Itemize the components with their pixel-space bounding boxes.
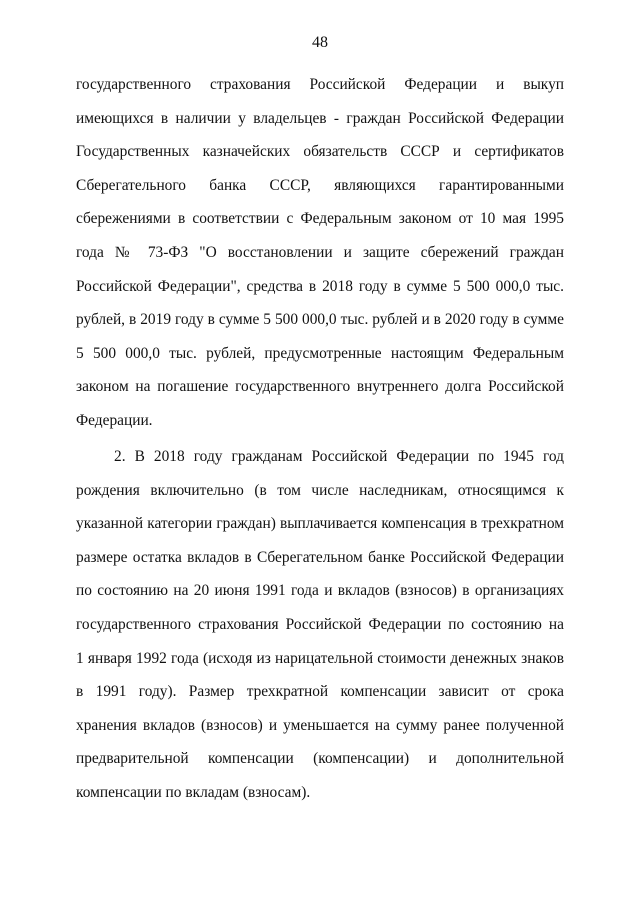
text-line: размере остатка вкладов в Сберегательном банке Российской Федерации: [76, 548, 564, 566]
text-line: компенсации по вкладам (взносам).: [76, 783, 311, 801]
text-line: рублей, в 2019 году в сумме 5 500 000,0 тыс. рублей и в 2020 году в сумме: [76, 311, 564, 329]
text-line: сбережениями в соответствии с Федеральным законом от 10 мая 1995: [76, 210, 564, 228]
text-line: государственного страхования Российской Федерации и выкуп: [76, 76, 564, 93]
text-line: 5 500 000,0 тыс. рублей, предусмотренные настоящим Федеральным: [76, 344, 564, 362]
paragraph-1: [76, 68, 564, 438]
text-line: Российской Федерации", средства в 2018 году в сумме 5 500 000,0 тыс.: [76, 277, 564, 295]
page-number: 48: [312, 34, 328, 51]
text-line: предварительной компенсации (компенсации) и дополнительной: [76, 750, 564, 768]
text-line: года № 73-ФЗ "О восстановлении и защите сбережений граждан: [76, 243, 564, 261]
text-line: государственного страхования Российской Федерации по состоянию на: [76, 615, 564, 633]
text-line: в 1991 году). Размер трехкратной компенсации зависит от срока: [76, 683, 564, 701]
text-line: Государственных казначейских обязательств СССР и сертификатов: [76, 143, 564, 161]
text-line: 2. В 2018 году гражданам Российской Федерации по 1945 год: [114, 448, 564, 465]
text-line: имеющихся в наличии у владельцев - граждан Российской Федерации: [76, 109, 564, 127]
text-line: по состоянию на 20 июня 1991 года и вкладов (взносов) в организациях: [76, 582, 564, 600]
text-line: хранения вкладов (взносов) и уменьшается на сумму ранее полученной: [76, 716, 564, 734]
paragraph-2: [76, 440, 564, 810]
text-line: рождения включительно (в том числе наследникам, относящимся к: [76, 481, 564, 499]
text-line: указанной категории граждан) выплачивается компенсация в трехкратном: [76, 515, 564, 533]
text-line: Сберегательного банка СССР, являющихся гарантированными: [76, 176, 564, 194]
text-line: законом на погашение государственного внутреннего долга Российской: [76, 378, 564, 396]
text-line: Федерации.: [76, 411, 153, 429]
text-line: 1 января 1992 года (исходя из нарицательной стоимости денежных знаков: [76, 649, 564, 667]
